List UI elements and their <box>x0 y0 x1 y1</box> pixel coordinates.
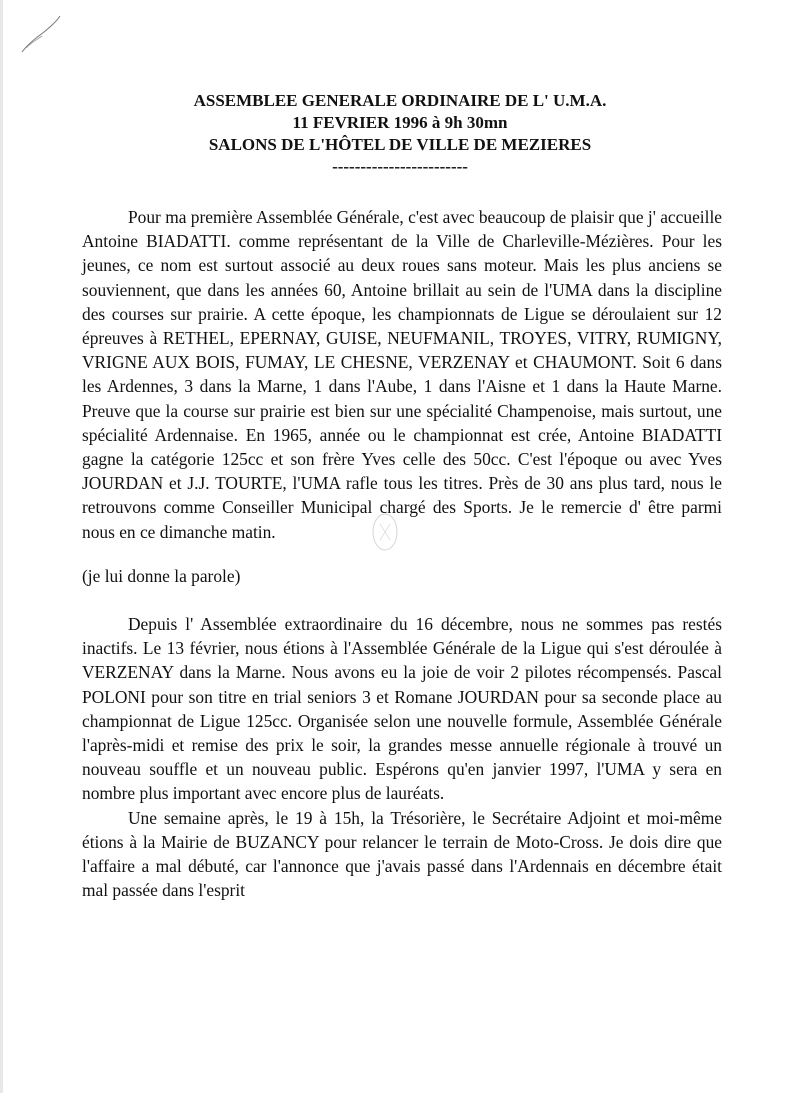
paragraph-buzancy: Une semaine après, le 19 à 15h, la Trésorière, le Secrétaire Adjoint et moi-même étions à la Mairie de BUZANCY pour relancer le terrain de Moto-Cross. Je dois dire que l'affaire a mal débuté, car l'annonce que j'avais passé dans l'Ardennais en décembre était mal passée dans l'esprit <box>82 807 722 901</box>
paragraph-aside: (je lui donne la parole) <box>82 565 241 586</box>
paragraph-league-assembly: Depuis l' Assemblée extraordinaire du 16 décembre, nous ne sommes pas restés inactifs. Le 13 février, nous étions à l'Assemblée Générale de la Ligue qui s'est déroulée à VERZENAY dans la Marne. Nous avons eu la joie de voir 2 pilotes récompensés. Pascal POLONI pour son titre en trial seniors 3 et Romane JOURDAN pour sa seconde place au championnat de Ligue 125cc. Organisée selon une nouvelle formule, Assemblée Générale l'après-midi et remise des prix le soir, la grandes messe annuelle régionale à trouvé un nouveau souffle et un nouveau public. Espérons qu'en janvier 1997, l'UMA y sera en nombre plus important avec encore plus de lauréats. <box>82 614 722 804</box>
paragraph-gap <box>82 588 722 612</box>
header-rule: ------------------------ <box>332 157 468 176</box>
document-header <box>80 90 720 178</box>
faint-stamp-mark <box>368 510 402 554</box>
paragraph-welcome: Pour ma première Assemblée Générale, c'est avec beaucoup de plaisir que j' accueille Antoine BIADATTI. comme représentant de la Ville de Charleville-Mézières. Pour les jeunes, ce nom est surtout associé au deux roues sans moteur. Mais les plus anciens se souviennent, que dans les années 60, Antoine brillait au sein de l'UMA dans la discipline des courses sur prairie. A cette époque, les championnats de Ligue se déroulaient sur 12 épreuves à RETHEL, EPERNAY, GUISE, NEUFMANIL, TROYES, VITRY, RUMIGNY, VRIGNE AUX BOIS, FUMAY, LE CHESNE, VERZENAY et CHAUMONT. Soit 6 dans les Ardennes, 3 dans la Marne, 1 dans l'Aube, 1 dans l'Aisne et 1 dans la Haute Marne. Preuve que la course sur prairie est bien sur une spécialité Champenoise, mais surtout, une spécialité Ardennaise. En 1965, année ou le championnat est crée, Antoine BIADATTI gagne la catégorie 125cc et son frère Yves celle des 50cc. C'est l'époque ou avec Yves JOURDAN et J.J. TOURTE, l'UMA rafle tous les titres. Près de 30 ans plus tard, nous le retrouvons comme Conseiller Municipal chargé des Sports. Je le remercie d' être parmi nous en ce dimanche matin. <box>82 207 722 542</box>
header-location: SALONS DE L'HÔTEL DE VILLE DE MEZIERES <box>208 135 592 154</box>
header-title: ASSEMBLEE GENERALE ORDINAIRE DE L' U.M.A. <box>193 91 607 110</box>
paragraph-gap <box>82 544 722 564</box>
header-date: 11 FEVRIER 1996 à 9h 30mn <box>292 113 508 132</box>
document-body <box>82 205 722 902</box>
pen-mark <box>18 12 64 56</box>
scan-edge <box>0 0 3 1093</box>
